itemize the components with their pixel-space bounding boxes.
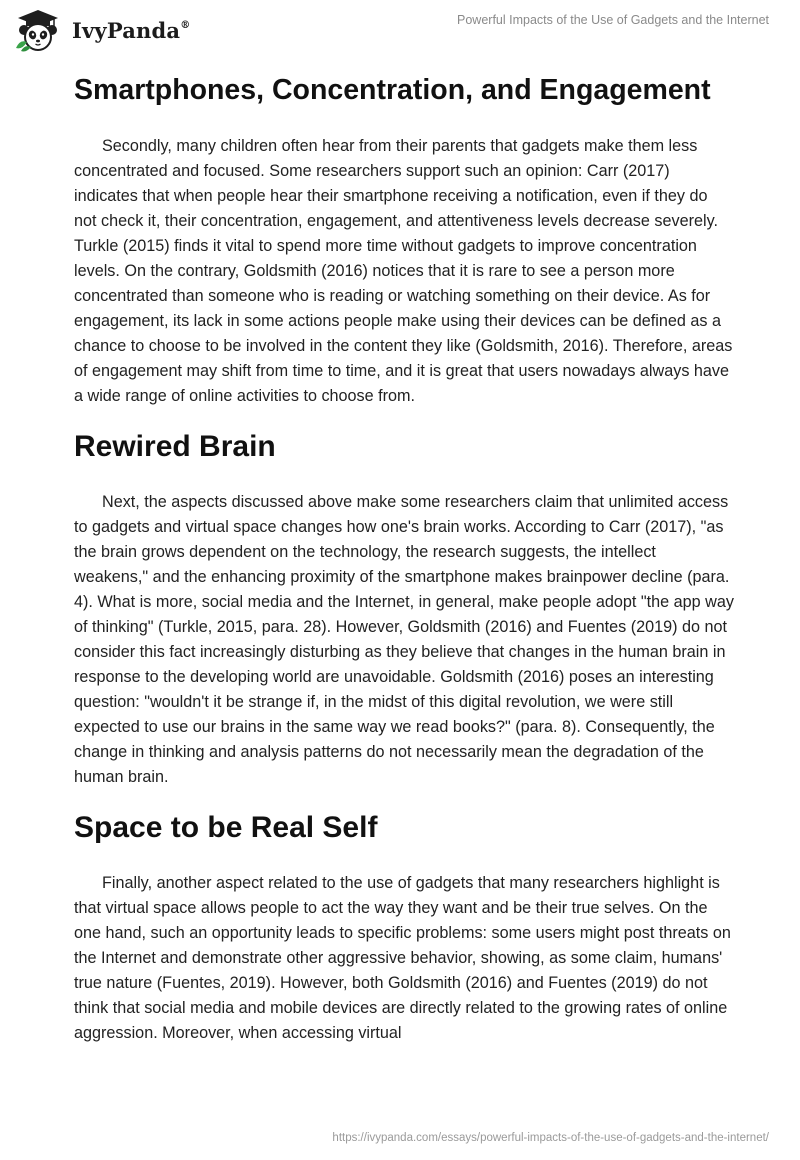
- section-paragraph-rewired-brain: Next, the aspects discussed above make some researchers claim that unlimited access to gadgets and virtual space changes how one's brain works. According to Carr (2017), "as the brain grows dependent on the technology, the research suggests, the intellect weakens," and the enhancing proximity of the smartphone makes brainpower decline (para. 4). What is more, social media and the Internet, in general, make people adopt "the app way of thinking" (Turkle, 2015, para. 28). However, Goldsmith (2016) and Fuentes (2019) do not consider this fact increasingly disturbing as they believe that changes in the human brain in response to the developing world are unavoidable. Goldsmith (2016) poses an interesting question: "wouldn't it be strange if, in the midst of this digital revolution, we were still expected to use our brains in the same way we read books?" (para. 8). Consequently, the change in thinking and analysis patterns do not necessarily mean the degradation of the human brain.: [74, 493, 734, 786]
- section-heading-smartphones: Smartphones, Concentration, and Engagement: [74, 74, 711, 106]
- section-heading-rewired-brain: Rewired Brain: [74, 430, 276, 463]
- ivypanda-logo[interactable]: [12, 8, 190, 52]
- source-url[interactable]: https://ivypanda.com/essays/powerful-impacts-of-the-use-of-gadgets-and-the-internet/: [332, 1132, 769, 1144]
- page-header: [0, 0, 800, 64]
- article-content: [74, 72, 734, 1046]
- logo-text: IvyPanda®: [72, 17, 191, 43]
- section-heading-real-self: Space to be Real Self: [74, 811, 378, 844]
- document-title: Powerful Impacts of the Use of Gadgets and the Internet: [457, 13, 769, 27]
- section-paragraph-real-self: Finally, another aspect related to the use of gadgets that many researchers highlight is that virtual space allows people to act the way they want and be their true selves. On the one hand, such an opportunity leads to specific problems: some users might post threats on the Internet and demonstrate other aggressive behavior, showing, as some claim, humans' true nature (Fuentes, 2019). However, both Goldsmith (2016) and Fuentes (2019) do not think that social media and mobile devices are directly related to the growing rates of online aggression. Moreover, when accessing virtual: [74, 874, 731, 1042]
- panda-logo-icon: [12, 8, 64, 52]
- section-paragraph-smartphones: Secondly, many children often hear from their parents that gadgets make them less concentrated and focused. Some researchers support such an opinion: Carr (2017) indicates that when people hear their smartphone receiving a notification, even if they do not check it, their concentration, engagement, and attentiveness levels decrease severely. Turkle (2015) finds it vital to spend more time without gadgets to improve concentration levels. On the contrary, Goldsmith (2016) notices that it is rare to see a person more concentrated than someone who is reading or watching something on their device. As for engagement, its lack in some actions people make using their devices can be defined as a chance to choose to be involved in the content they like (Goldsmith, 2016). Therefore, areas of engagement may shift from time to time, and it is great that users nowadays always have a wide range of online activities to choose from.: [74, 137, 733, 405]
